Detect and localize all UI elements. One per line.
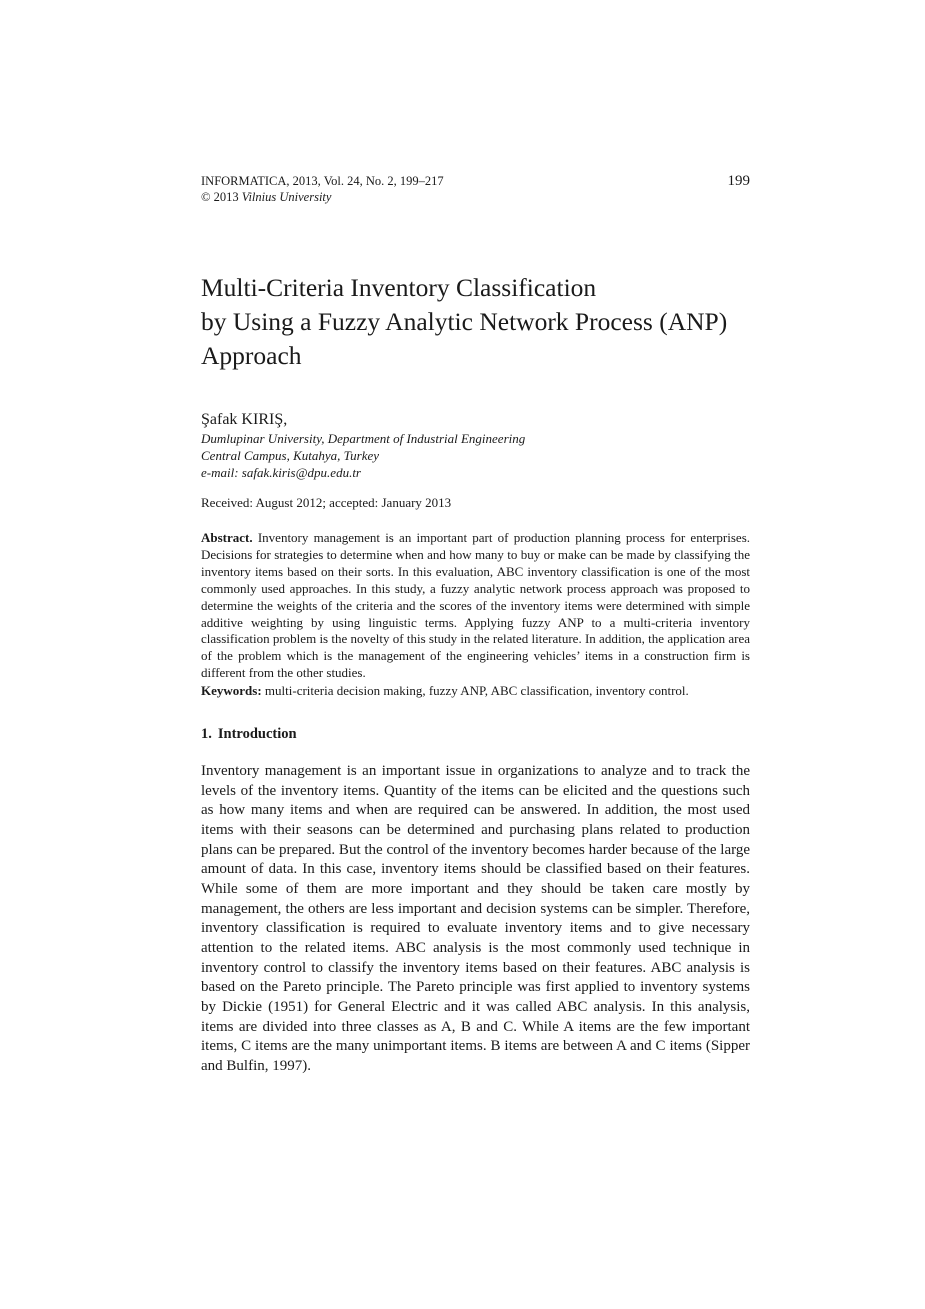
running-header <box>201 173 750 205</box>
keywords <box>201 682 750 699</box>
author-name: Şafak KIRIŞ, <box>201 411 288 428</box>
paper-title <box>201 271 750 373</box>
keywords-label: Keywords: <box>201 683 262 699</box>
section-number: 1. <box>201 726 212 743</box>
abstract-text: Inventory management is an important part of production planning process for enterprises. Decisions for strategies to determine when and how many to buy or make can be made by classifying the inventory items based on their sorts. In this evaluation, ABC inventory classification is one of the most commonly used approaches. In this study, a fuzzy analytic network process approach was proposed to determine the weights of the criteria and the scores of the inventory items were determined with simple additive weighting by using linguistic terms. Applying fuzzy ANP to a multi-criteria inventory classification problem is the novelty of this study in the related literature. In addition, the application area of the problem which is the management of the engineering vehicles’ items in a construction firm is different from the other studies. <box>201 530 750 681</box>
affiliation-line-1: Dumlupinar University, Department of Industrial Engineering <box>201 431 526 446</box>
title-line-1: Multi-Criteria Inventory Classification <box>201 273 597 302</box>
keywords-text: multi-criteria decision making, fuzzy ANP, ABC classification, inventory control. <box>264 683 689 699</box>
author-email: e-mail: safak.kiris@dpu.edu.tr <box>201 465 361 480</box>
copyright-university: Vilnius University <box>241 190 332 204</box>
title-line-2: by Using a Fuzzy Analytic Network Process (ANP) <box>201 307 728 336</box>
journal-citation: INFORMATICA, 2013, Vol. 24, No. 2, 199–217 <box>201 174 444 188</box>
copyright-prefix: © 2013 <box>201 190 242 204</box>
abstract <box>201 530 750 682</box>
page-number: 199 <box>727 173 750 189</box>
received-dates: Received: August 2012; accepted: January 2013 <box>201 495 452 510</box>
intro-paragraph: Inventory management is an important issue in organizations to analyze and to track the levels of the inventory items. Quantity of the items can be elicited and the questions such as how many items and when are required can be answered. In addition, the most used items with their seasons can be determined and purchasing plans related to production plans can be prepared. But the control of the inventory becomes harder because of the large amount of data. In this case, inventory items should be classified based on their features. While some of them are more important and they should be taken care mostly by management, the others are less important and decision systems can be simpler. Therefore, inventory classification is required to evaluate inventory items and to give necessary attention to the related items. ABC analysis is the most commonly used technique in inventory control to classify the inventory items based on their features. ABC analysis is based on the Pareto principle. The Pareto principle was first applied to inventory systems by Dickie (1951) for General Electric and it was called ABC analysis. In this analysis, items are divided into three classes as A, B and C. While A items are the few important items, C items are the many unimportant items. B items are between A and C items (Sipper and Bulfin, 1997). <box>201 763 750 1074</box>
author-affiliation <box>201 430 750 481</box>
copyright-line <box>201 189 750 205</box>
section-title: Introduction <box>217 726 297 743</box>
title-line-3: Approach <box>201 341 302 370</box>
paper-page <box>201 173 750 1092</box>
section-heading <box>201 725 750 743</box>
abstract-label: Abstract. <box>201 530 253 545</box>
affiliation-line-2: Central Campus, Kutahya, Turkey <box>201 448 380 463</box>
